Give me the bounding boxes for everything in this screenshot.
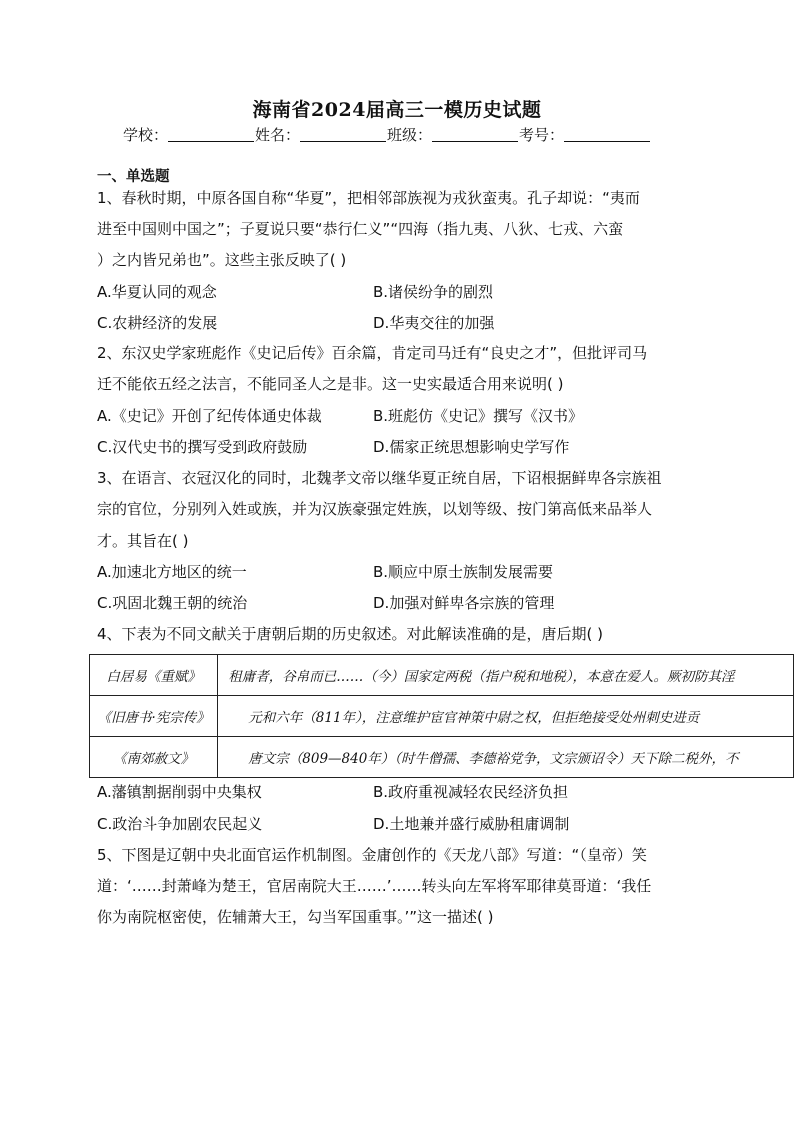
q4-option-c[interactable]: C.政治斗争加剧农民起义 (97, 815, 263, 833)
student-info-row (123, 124, 651, 145)
q4-source-table (89, 654, 794, 778)
q3-line-2: 宗的官位，分别列入姓或族，并为汉族豪强定姓族，以划等级、按门第高低来品举人 (97, 500, 653, 518)
q1-line-3: ）之内皆兄弟也”。这些主张反映了( ) (97, 251, 347, 269)
q1-option-a[interactable]: A.华夏认同的观念 (97, 283, 217, 301)
q3-option-a[interactable]: A.加速北方地区的统一 (97, 563, 247, 581)
page-title: 海南省2024届高三一模历史试题 (252, 99, 542, 121)
q3-line-1: 3、在语言、衣冠汉化的同时，北魏孝文帝以继华夏正统自居，下诏根据鲜卑各宗族祖 (97, 469, 662, 487)
class-field[interactable] (432, 127, 518, 142)
q4-line-1: 4、下表为不同文献关于唐朝后期的历史叙述。对此解读准确的是，唐后期( ) (97, 625, 604, 643)
section-heading: 一、单选题 (97, 169, 170, 185)
school-field[interactable] (168, 127, 254, 142)
q2-line-1: 2、东汉史学家班彪作《史记后传》百余篇，肯定司马迁有“良史之才”，但批评司马 (97, 344, 648, 362)
q3-option-d[interactable]: D.加强对鲜卑各宗族的管理 (373, 594, 555, 612)
q4-option-a[interactable]: A.藩镇割据削弱中央集权 (97, 783, 262, 801)
school-label: 学校： (123, 126, 169, 144)
table-text-cell: 元和六年（811年），注意维护宦官神策中尉之权，但拒绝接受处州刺史进贡 (218, 696, 794, 737)
table-text-cell: 租庸者，谷帛而已……（今）国家定两税（指户税和地税），本意在爱人。厥初防其淫 (218, 655, 794, 696)
name-field[interactable] (300, 127, 386, 142)
q3-option-b[interactable]: B.顺应中原士族制发展需要 (373, 563, 554, 581)
q1-line-1: 1、春秋时期，中原各国自称“华夏”，把相邻部族视为戎狄蛮夷。孔子却说：“夷而 (97, 189, 640, 207)
exam-no-label: 考号： (519, 126, 565, 144)
q5-line-3: 你为南院枢密使，佐辅萧大王，勾当军国重事。’”这一描述( ) (97, 908, 494, 926)
q1-line-2: 进至中国则中国之”；子夏说只要“恭行仁义”“四海（指九夷、八狄、七戎、六蛮 (97, 220, 624, 238)
table-source-cell: 《南郊赦文》 (90, 737, 218, 778)
table-text-cell: 唐文宗（809—840年）（时牛僧孺、李德裕党争，文宗颁诏令）天下除二税外，不 (218, 737, 794, 778)
table-row (90, 655, 794, 696)
q1-option-b[interactable]: B.诸侯纷争的剧烈 (373, 283, 494, 301)
class-label: 班级： (387, 126, 433, 144)
q1-option-c[interactable]: C.农耕经济的发展 (97, 314, 218, 332)
name-label: 姓名： (255, 126, 301, 144)
q2-option-a[interactable]: A.《史记》开创了纪传体通史体裁 (97, 407, 322, 425)
q4-option-d[interactable]: D.土地兼并盛行威胁租庸调制 (373, 815, 570, 833)
q2-option-b[interactable]: B.班彪仿《史记》撰写《汉书》 (373, 407, 584, 425)
q2-line-2: 迁不能依五经之法言，不能同圣人之是非。这一史实最适合用来说明( ) (97, 375, 564, 393)
table-row (90, 696, 794, 737)
q2-option-d[interactable]: D.儒家正统思想影响史学写作 (373, 438, 570, 456)
q3-line-3: 才。其旨在( ) (97, 532, 189, 550)
q5-line-1: 5、下图是辽朝中央北面官运作机制图。金庸创作的《天龙八部》写道：“（皇帝）笑 (97, 846, 647, 864)
q3-option-c[interactable]: C.巩固北魏王朝的统治 (97, 594, 248, 612)
q5-line-2: 道：‘……封萧峰为楚王，官居南院大王……’……转头向左军将军耶律莫哥道：‘我任 (97, 877, 652, 895)
table-source-cell: 白居易《重赋》 (90, 655, 218, 696)
table-source-cell: 《旧唐书·宪宗传》 (90, 696, 218, 737)
q1-option-d[interactable]: D.华夷交往的加强 (373, 314, 495, 332)
table-row (90, 737, 794, 778)
q2-option-c[interactable]: C.汉代史书的撰写受到政府鼓励 (97, 438, 308, 456)
exam-no-field[interactable] (564, 127, 650, 142)
q4-option-b[interactable]: B.政府重视减轻农民经济负担 (373, 783, 569, 801)
